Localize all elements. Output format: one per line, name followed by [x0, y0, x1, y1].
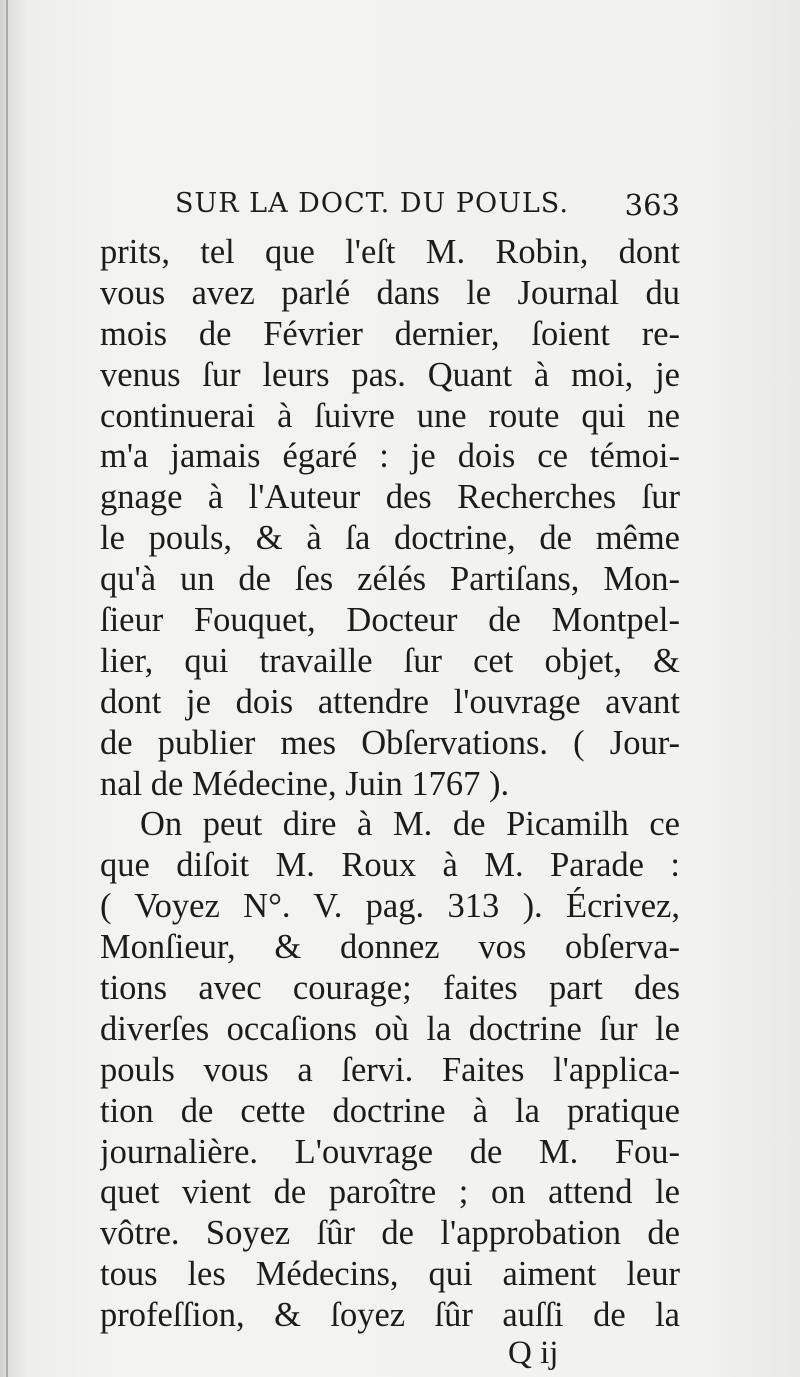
- text-line: On peut dire à M. de Picamilh ce: [140, 805, 680, 844]
- page-header: [100, 180, 680, 230]
- text-line: prits, tel que l'eſt M. Robin, dont: [100, 233, 680, 271]
- text-line: tions avec courage; faites part des: [100, 969, 680, 1008]
- body-text: [100, 232, 680, 1336]
- text-line: m'a jamais égaré : je dois ce témoi-: [100, 437, 680, 476]
- text-line: ſieur Fouquet, Docteur de Montpel-: [100, 601, 680, 640]
- running-head: SUR LA DOCT. DU POULS.: [175, 188, 569, 219]
- text-line: dont je dois attendre l'ouvrage avant: [100, 682, 680, 721]
- text-line: qu'à un de ſes zélés Partiſans, Mon-: [100, 560, 680, 599]
- text-line: nal de Médecine, Juin 1767 ).: [100, 764, 510, 803]
- text-line: le pouls, & à ſa doctrine, de même: [100, 519, 680, 558]
- page-number: 363: [624, 188, 680, 222]
- text-line: profeſſion, & ſoyez ſûr auſſi de la: [100, 1296, 680, 1335]
- text-line: pouls vous a ſervi. Faites l'applica-: [100, 1050, 680, 1089]
- text-line: vous avez parlé dans le Journal du: [100, 273, 680, 312]
- text-line: Monſieur, & donnez vos obſerva-: [100, 928, 680, 967]
- signature-mark: Q ij: [508, 1335, 559, 1371]
- text-line: continuerai à ſuivre une route qui ne: [100, 396, 680, 435]
- text-line: vôtre. Soyez ſûr de l'approbation de: [100, 1214, 680, 1253]
- text-line: que diſoit M. Roux à M. Parade :: [100, 846, 680, 885]
- text-line: de publier mes Obſervations. ( Jour-: [100, 723, 680, 762]
- text-line: gnage à l'Auteur des Recherches ſur: [100, 478, 680, 517]
- text-line: quet vient de paroître ; on attend le: [100, 1173, 680, 1212]
- text-line: ( Voyez N°. V. pag. 313 ). Écrivez,: [100, 887, 680, 926]
- page-gutter: [6, 0, 8, 1377]
- text-line: tous les Médecins, qui aiment leur: [100, 1255, 680, 1294]
- text-line: venus ſur leurs pas. Quant à moi, je: [100, 355, 680, 394]
- text-line: journalière. L'ouvrage de M. Fou-: [100, 1132, 680, 1171]
- text-line: mois de Février dernier, ſoient re-: [100, 314, 680, 353]
- text-line: tion de cette doctrine à la pratique: [100, 1091, 680, 1130]
- text-line: lier, qui travaille ſur cet objet, &: [100, 641, 680, 680]
- text-line: diverſes occaſions où la doctrine ſur le: [100, 1009, 680, 1048]
